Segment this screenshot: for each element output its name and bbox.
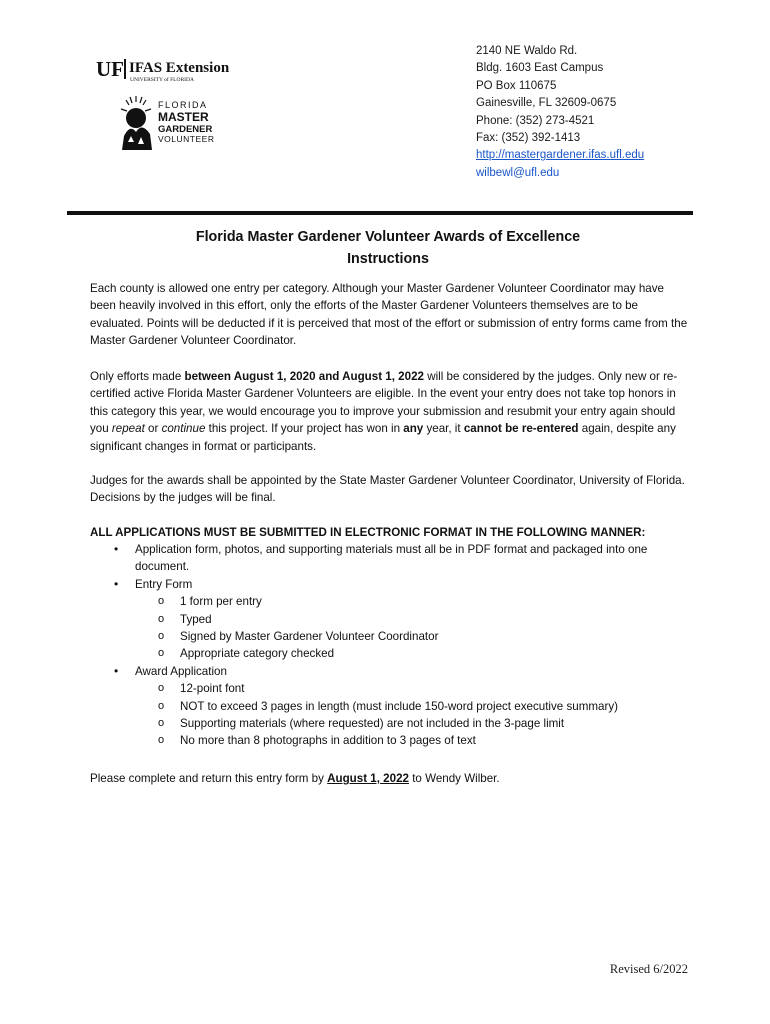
requirements-heading: ALL APPLICATIONS MUST BE SUBMITTED IN ELECTRONIC FORMAT IN THE FOLLOWING MANNER:: [90, 526, 646, 539]
university-of-florida-text: UNIVERSITY of FLORIDA: [130, 77, 194, 83]
paragraph-judges: Judges for the awards shall be appointed by the State Master Gardener Volunteer Coordinator, University of Florida. Decisions by the judges will be final.: [90, 474, 685, 505]
sublist-item: o 12-point font: [135, 680, 690, 697]
volunteer-text: VOLUNTEER: [158, 134, 215, 144]
florida-master-gardener-logo: [118, 94, 228, 154]
list-item: • Entry Form o 1 form per entry o Typed o Signed by Master Gardener Volunteer Coordinator o Appropriate category checked: [90, 576, 690, 663]
address-building: Bldg. 1603 East Campus: [476, 62, 604, 75]
sublist-item: o Typed: [135, 611, 690, 628]
deadline-date: August 1, 2022: [327, 772, 409, 785]
website-link[interactable]: http://mastergardener.ifas.ufl.edu: [476, 149, 645, 162]
sublist-item: o No more than 8 photographs in addition to 3 pages of text: [135, 732, 690, 749]
award-application-sublist: [135, 680, 690, 750]
paragraph-dates: Only efforts made between August 1, 2020 and August 1, 2022 will be considered by the judges. Only new or re-certified active Florida Master Gardener Volunteers are eligible. In the event your entry does not take top honors in this category this year, we would encourage you to improve your submission and resubmit your entry again should you repeat or continue this project. If your project has won in any year, it cannot be re-entered again, despite any significant changes in format or participants.: [90, 370, 678, 453]
entry-form-sublist: [135, 593, 690, 663]
sublist-item: o 1 form per entry: [135, 593, 690, 610]
address-city: Gainesville, FL 32609-0675: [476, 97, 617, 110]
revision-note: Revised 6/2022: [609, 962, 688, 976]
master-text: MASTER: [158, 110, 209, 124]
uf-ifas-extension-logo: [96, 56, 256, 84]
closing-instruction: Please complete and return this entry form by August 1, 2022 to Wendy Wilber.: [90, 772, 500, 785]
address-block: [476, 43, 644, 182]
gardener-text: GARDENER: [158, 124, 213, 135]
florida-text: FLORIDA: [158, 100, 208, 110]
title-line-1: Florida Master Gardener Volunteer Awards of Excellence: [195, 229, 581, 245]
address-street: 2140 NE Waldo Rd.: [476, 45, 578, 57]
title-line-2: Instructions: [347, 251, 429, 267]
requirements-list: [90, 541, 690, 750]
header-divider: [67, 211, 693, 215]
ifas-extension-text: IFAS Extension: [129, 60, 230, 76]
sublist-item: o NOT to exceed 3 pages in length (must include 150-word project executive summary): [135, 698, 690, 715]
page-title: [90, 226, 686, 270]
sublist-item: o Signed by Master Gardener Volunteer Coordinator: [135, 628, 690, 645]
address-phone: Phone: (352) 273-4521: [476, 114, 595, 127]
paragraph-eligibility: Each county is allowed one entry per category. Although your Master Gardener Volunteer Coordinator may have been heavily involved in this effort, only the efforts of the Master Gardener Volunteers themselves are to be evaluated. Points will be deducted if it is perceived that most of the effort or submission of entry forms came from the Master Gardener Volunteer Coordinator.: [90, 282, 688, 348]
list-item: • Award Application o 12-point font o NOT to exceed 3 pages in length (must include 150-word project executive summary) o Supporting materials (where requested) are not included in the 3-page limit o No more than 8 photographs in addition to 3 pages of text: [90, 663, 690, 750]
address-fax: Fax: (352) 392-1413: [476, 132, 581, 145]
email-address: wilbewl@ufl.edu: [476, 166, 560, 179]
address-po-box: PO Box 110675: [476, 79, 557, 92]
sublist-item: o Appropriate category checked: [135, 645, 690, 662]
sublist-item: o Supporting materials (where requested) are not included in the 3-page limit: [135, 715, 690, 732]
list-item: • Application form, photos, and supporting materials must all be in PDF format and packaged into one document.: [90, 541, 690, 576]
uf-mark: UF: [96, 57, 124, 81]
